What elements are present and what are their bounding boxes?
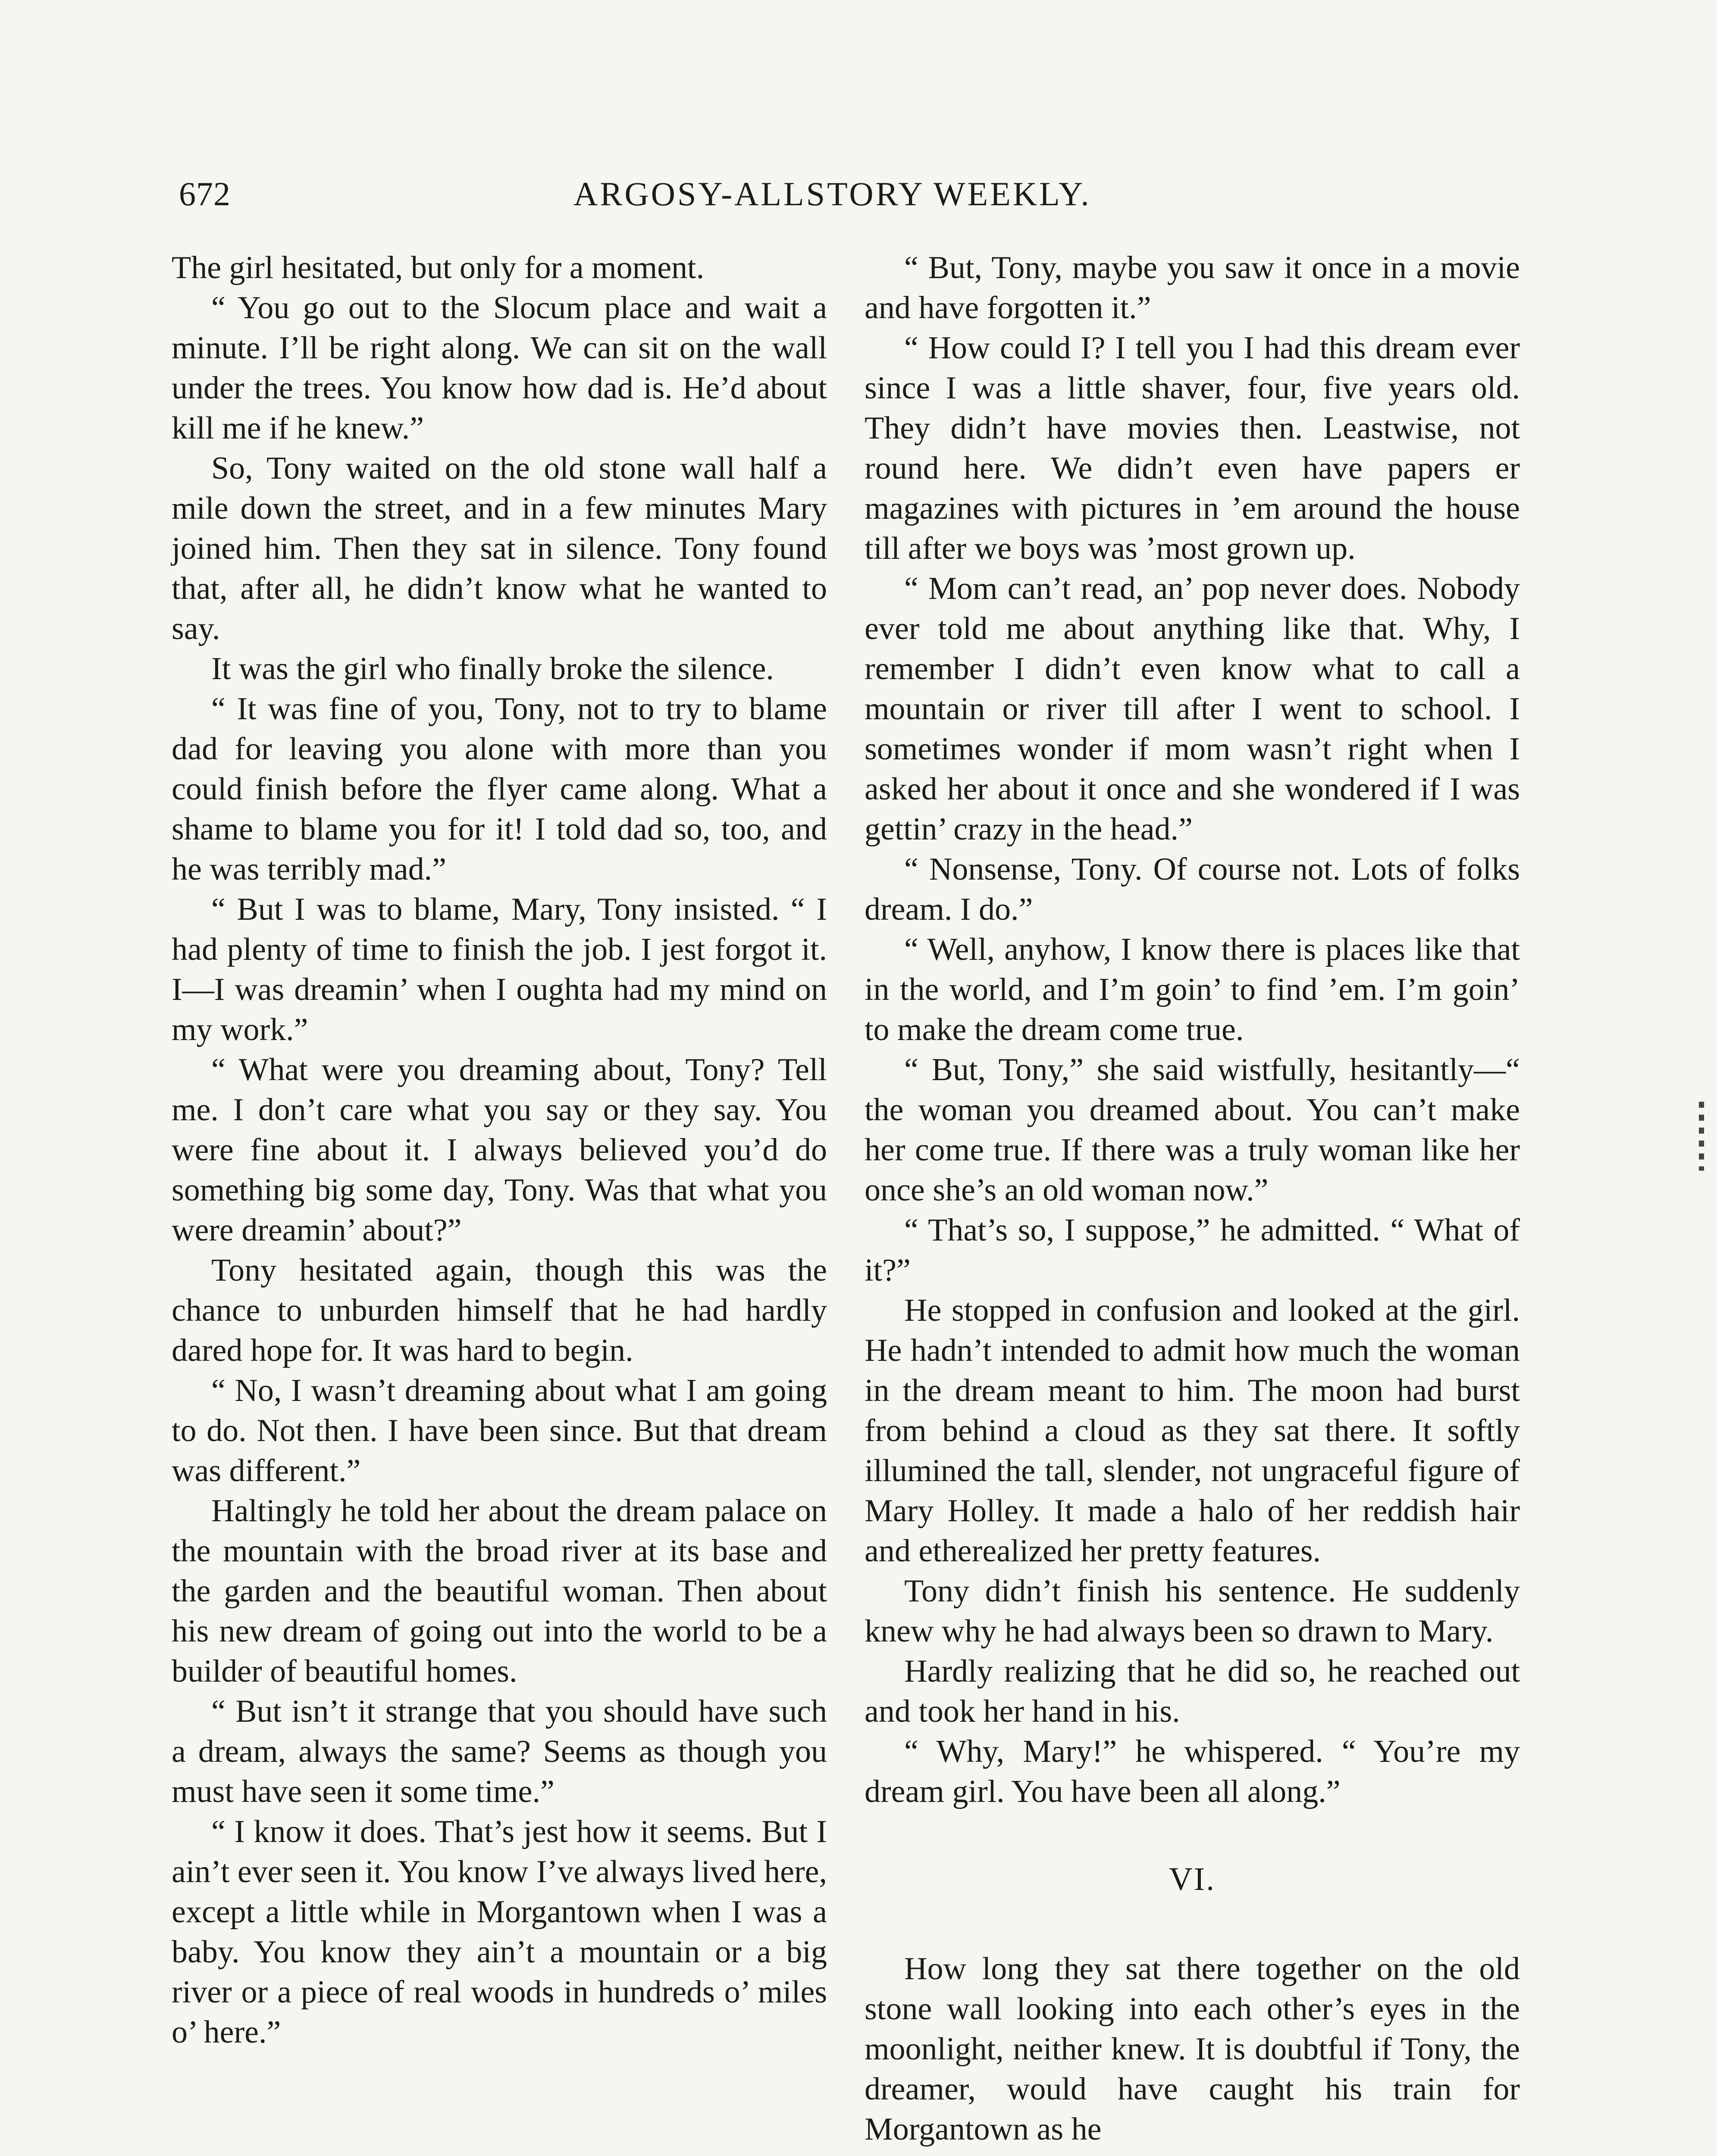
margin-mark <box>1699 1102 1704 1171</box>
paragraph: “ But isn’t it strange that you should have such a dream, always the same? Seems as though you must have seen it some time.” <box>172 1694 827 1809</box>
paragraph: “ But I was to blame, Mary, Tony insisted. “ I had plenty of time to finish the job. I jest forgot it. I—I was dreamin’ when I oughta had my mind on my work.” <box>172 892 827 1047</box>
paragraph: Hardly realizing that he did so, he reached out and took her hand in his. <box>865 1654 1520 1729</box>
paragraph: “ But, Tony,” she said wistfully, hesitantly—“ the woman you dreamed about. You can’t make her come true. If there was a truly woman like her once she’s an old woman now.” <box>865 1052 1520 1208</box>
paragraph: “ That’s so, I suppose,” he admitted. “ What of it?” <box>865 1213 1520 1288</box>
paragraph: He stopped in confusion and looked at the girl. He hadn’t intended to admit how much the woman in the dream meant to him. The moon had burst from behind a cloud as they sat there. It softly illumined the tall, slender, not ungraceful figure of Mary Holley. It made a halo of her reddish hair and etherealized her pretty features. <box>865 1293 1520 1569</box>
paragraph: Haltingly he told her about the dream palace on the mountain with the broad river at its base and the garden and the beautiful woman. Then about his new dream of going out into the world to be a builder of beautiful homes. <box>172 1493 827 1689</box>
paragraph: “ Nonsense, Tony. Of course not. Lots of folks dream. I do.” <box>865 852 1520 927</box>
paragraph: “ You go out to the Slocum place and wait a minute. I’ll be right along. We can sit on the wall under the trees. You know how dad is. He’d about kill me if he knew.” <box>172 290 827 446</box>
paragraph: “ Mom can’t read, an’ pop never does. Nobody ever told me about anything like that. Why, I remember I didn’t even know what to call a mountain or river till after I went to school. I sometimes wonder if mom wasn’t right when I asked her about it once and she wondered if I was gettin’ crazy in the head.” <box>865 571 1520 847</box>
paragraph: The girl hesitated, but only for a moment. <box>172 250 705 285</box>
paragraph: “ How could I? I tell you I had this dream ever since I was a little shaver, four, five years old. They didn’t have movies then. Leastwise, not round here. We didn’t even have papers er magazines with pictures in ’em around the house till after we boys was ’most grown up. <box>865 330 1520 566</box>
paragraph: “ Well, anyhow, I know there is places like that in the world, and I’m goin’ to find ’em. I’m goin’ to make the dream come true. <box>865 932 1520 1047</box>
paragraph: It was the girl who finally broke the silence. <box>211 651 774 686</box>
paragraph: “ No, I wasn’t dreaming about what I am going to do. Not then. I have been since. But that dream was different.” <box>172 1373 827 1489</box>
paragraph: “ Why, Mary!” he whispered. “ You’re my dream girl. You have been all along.” <box>865 1734 1520 1809</box>
paragraph: “ But, Tony, maybe you saw it once in a movie and have forgotten it.” <box>865 250 1520 326</box>
paragraph: “ I know it does. That’s jest how it seems. But I ain’t ever seen it. You know I’ve always lived here, except a little while in Morgantown when I was a baby. You know they ain’t a mountain or a big river or a piece of real woods in hundreds o’ miles o’ here.” <box>172 1814 827 2050</box>
paragraph: Tony didn’t finish his sentence. He suddenly knew why he had always been so drawn to Mary. <box>865 1573 1520 1649</box>
right-column <box>865 248 1520 2150</box>
running-head: ARGOSY-ALLSTORY WEEKLY. <box>573 175 1091 213</box>
paragraph: Tony hesitated again, though this was the chance to unburden himself that he had hardly dared hope for. It was hard to begin. <box>172 1253 827 1368</box>
paragraph: “ It was fine of you, Tony, not to try to blame dad for leaving you alone with more than you could finish before the flyer came along. What a shame to blame you for it! I told dad so, too, and he was terribly mad.” <box>172 691 827 887</box>
paragraph: “ What were you dreaming about, Tony? Tell me. I don’t care what you say or they say. You were fine about it. I always believed you’d do something big some day, Tony. Was that what you were dreamin’ about?” <box>172 1052 827 1248</box>
left-column <box>172 248 827 2053</box>
paragraph: How long they sat there together on the old stone wall looking into each other’s eyes in the moonlight, neither knew. It is doubtful if Tony, the dreamer, would have caught his train for Morgantown as he <box>865 1951 1520 2147</box>
paragraph: So, Tony waited on the old stone wall half a mile down the street, and in a few minutes Mary joined him. Then they sat in silence. Tony found that, after all, he didn’t know what he wanted to say. <box>172 451 827 646</box>
section-heading: VI. <box>1169 1861 1216 1897</box>
page-number: 672 <box>179 175 231 213</box>
